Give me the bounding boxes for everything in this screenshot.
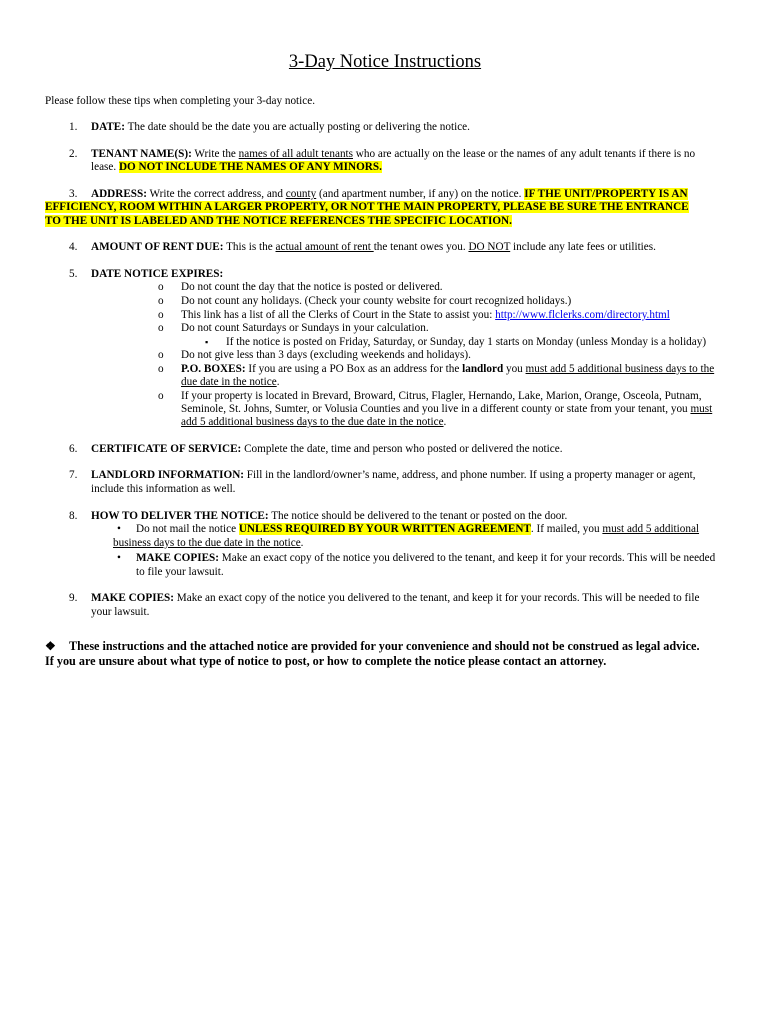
item-label: DATE NOTICE EXPIRES: [91,268,224,280]
highlighted-warning: DO NOT INCLUDE THE NAMES OF ANY MINORS. [118,161,382,173]
item-text: Write the [191,148,239,160]
subitem-text: . [300,537,304,549]
subitem-counties: If your property is located in Brevard, Broward, Citrus, Flagler, Hernando, Lake, Marion, Orange, Osceola, Putnam, [181,390,702,402]
item-address-line2 [45,201,689,215]
item-text: include any late fees or utilities. [510,241,656,253]
intro-text: Please follow these tips when completing your 3-day notice. [45,95,315,107]
subitem-text: . [443,416,447,428]
subitem-label: P.O. BOXES: [181,363,246,375]
item-number: 8. [69,510,78,522]
underlined-text: add 5 additional business days to the due date in the notice [181,416,444,428]
highlighted-warning: UNLESS REQUIRED BY YOUR WRITTEN AGREEMENT [238,523,531,535]
underlined-text: due date in the notice [181,376,277,388]
subitem-text: Make an exact copy of the notice you delivered to the tenant, and keep it for your records. This will be needed [218,552,716,564]
item-label: HOW TO DELIVER THE NOTICE: [91,510,269,522]
item-number: 1. [69,121,78,133]
page-title: 3-Day Notice Instructions [288,52,482,72]
item-text: who are actually on the lease or the names of any adult tenants if there is no [353,148,696,160]
item-date [91,121,470,135]
item-address [91,188,688,202]
subitem-po-boxes-line2 [181,376,279,390]
item-number: 2. [69,148,78,160]
subitem: Do not count the day that the notice is posted or delivered. [181,281,443,293]
subitem-text: you [503,363,526,375]
bullet-marker: o [158,309,164,321]
subitem [181,309,670,323]
subitem-text: This link has a list of all the Clerks of Court in the State to assist you: [181,309,496,321]
item-number: 6. [69,443,78,455]
item-text: The notice should be delivered to the tenant or posted on the door. [268,510,568,522]
item-label: ADDRESS: [91,188,147,200]
bullet-marker: o [158,363,164,375]
item-number: 7. [69,469,78,481]
bullet-marker: o [158,349,164,361]
item-text: Complete the date, time and person who posted or delivered the notice. [241,443,563,455]
subitem-counties-line2 [181,403,712,417]
item-text: Make an exact copy of the notice you delivered to the tenant, and keep it for your records. This will be needed to file [173,592,700,604]
underlined-text: must add 5 additional business days to the [525,363,715,375]
subitem-do-not-mail-line2 [113,537,303,551]
item-number: 5. [69,268,78,280]
item-text: lease. [91,161,119,173]
item-address-line3 [45,215,512,229]
item-landlord-info-line2: include this information as well. [91,483,236,495]
item-number: 9. [69,592,78,604]
bullet-marker: o [158,281,164,293]
diamond-bullet-icon: ❖ [45,639,56,653]
underlined-text: DO NOT [468,241,511,253]
item-text: (and apartment number, if any) on the notice. [316,188,525,200]
subitem-counties-line3 [181,416,446,430]
item-label: MAKE COPIES: [91,592,174,604]
item-make-copies-line2: your lawsuit. [91,606,150,618]
underlined-text: business days to the due date in the notice [113,537,301,549]
item-text: Fill in the landlord/owner’s name, address, and phone number. If using a property manager or agent, [244,469,696,481]
underlined-text: must [690,403,713,415]
square-bullet-marker: ▪ [205,337,209,347]
subitem-po-boxes [181,363,714,377]
subitem-text: If you are using a PO Box as an address for the [245,363,463,375]
item-text: This is the [223,241,276,253]
item-label: LANDLORD INFORMATION: [91,469,244,481]
item-date-expires [91,268,223,282]
subitem-label: MAKE COPIES: [136,552,219,564]
subitem-text: . [276,376,280,388]
item-rent-due [91,241,656,255]
item-tenant-names-line2 [91,161,382,175]
item-how-to-deliver [91,510,567,524]
item-text: the tenant owes you. [373,241,469,253]
subitem: Do not count Saturdays or Sundays in your calculation. [181,322,429,334]
highlighted-warning: IF THE UNIT/PROPERTY IS AN [524,188,688,200]
bullet-marker: o [158,322,164,334]
dot-bullet-marker: • [117,552,121,564]
item-make-copies [91,592,699,606]
item-label: CERTIFICATE OF SERVICE: [91,443,242,455]
sub-subitem: If the notice is posted on Friday, Saturday, or Sunday, day 1 starts on Monday (unless Monday is a holiday) [226,336,707,348]
item-text: The date should be the date you are actually posting or delivering the notice. [124,121,470,133]
underlined-text: must add 5 additional [602,523,700,535]
bold-text: landlord [462,363,504,375]
item-tenant-names [91,148,695,162]
bullet-marker: o [158,390,164,402]
item-label: TENANT NAME(S): [91,148,192,160]
subitem-text: . If mailed, you [530,523,603,535]
subitem-text: Do not mail the notice [136,523,239,535]
item-text: Write the correct address, and [146,188,286,200]
clerks-directory-link[interactable]: http://www.flclerks.com/directory.html [495,309,670,321]
item-number: 4. [69,241,78,253]
subitem-make-copies [136,552,715,566]
subitem: Do not count any holidays. (Check your county website for court recognized holidays.) [181,295,572,307]
item-certificate [91,443,563,457]
item-number: 3. [69,188,78,200]
highlighted-warning: TO THE UNIT IS LABELED AND THE NOTICE REFERENCES THE SPECIFIC LOCATION. [45,215,512,227]
subitem: Do not give less than 3 days (excluding weekends and holidays). [181,349,471,361]
item-label: DATE: [91,121,125,133]
subitem-make-copies-line2: to file your lawsuit. [136,566,224,578]
bullet-marker: o [158,295,164,307]
underlined-text: names of all adult tenants [238,148,353,160]
subitem-do-not-mail [136,523,699,537]
underlined-text: actual amount of rent [275,241,374,253]
highlighted-warning: EFFICIENCY, ROOM WITHIN A LARGER PROPERTY, OR NOT THE MAIN PROPERTY, PLEASE BE SURE THE ENTRANCE [45,201,689,213]
underlined-text: county [285,188,317,200]
item-label: AMOUNT OF RENT DUE: [91,241,224,253]
disclaimer-line2: If you are unsure about what type of notice to post, or how to complete the notice please contact an attorney. [45,654,607,668]
disclaimer-line1: These instructions and the attached notice are provided for your convenience and should not be construed as legal advice. [69,639,700,653]
dot-bullet-marker: • [117,523,121,535]
subitem-text: Seminole, St. Johns, Sumter, or Volusia Counties and you live in a different county or state from your tenant, you [181,403,691,415]
item-landlord-info [91,469,696,483]
